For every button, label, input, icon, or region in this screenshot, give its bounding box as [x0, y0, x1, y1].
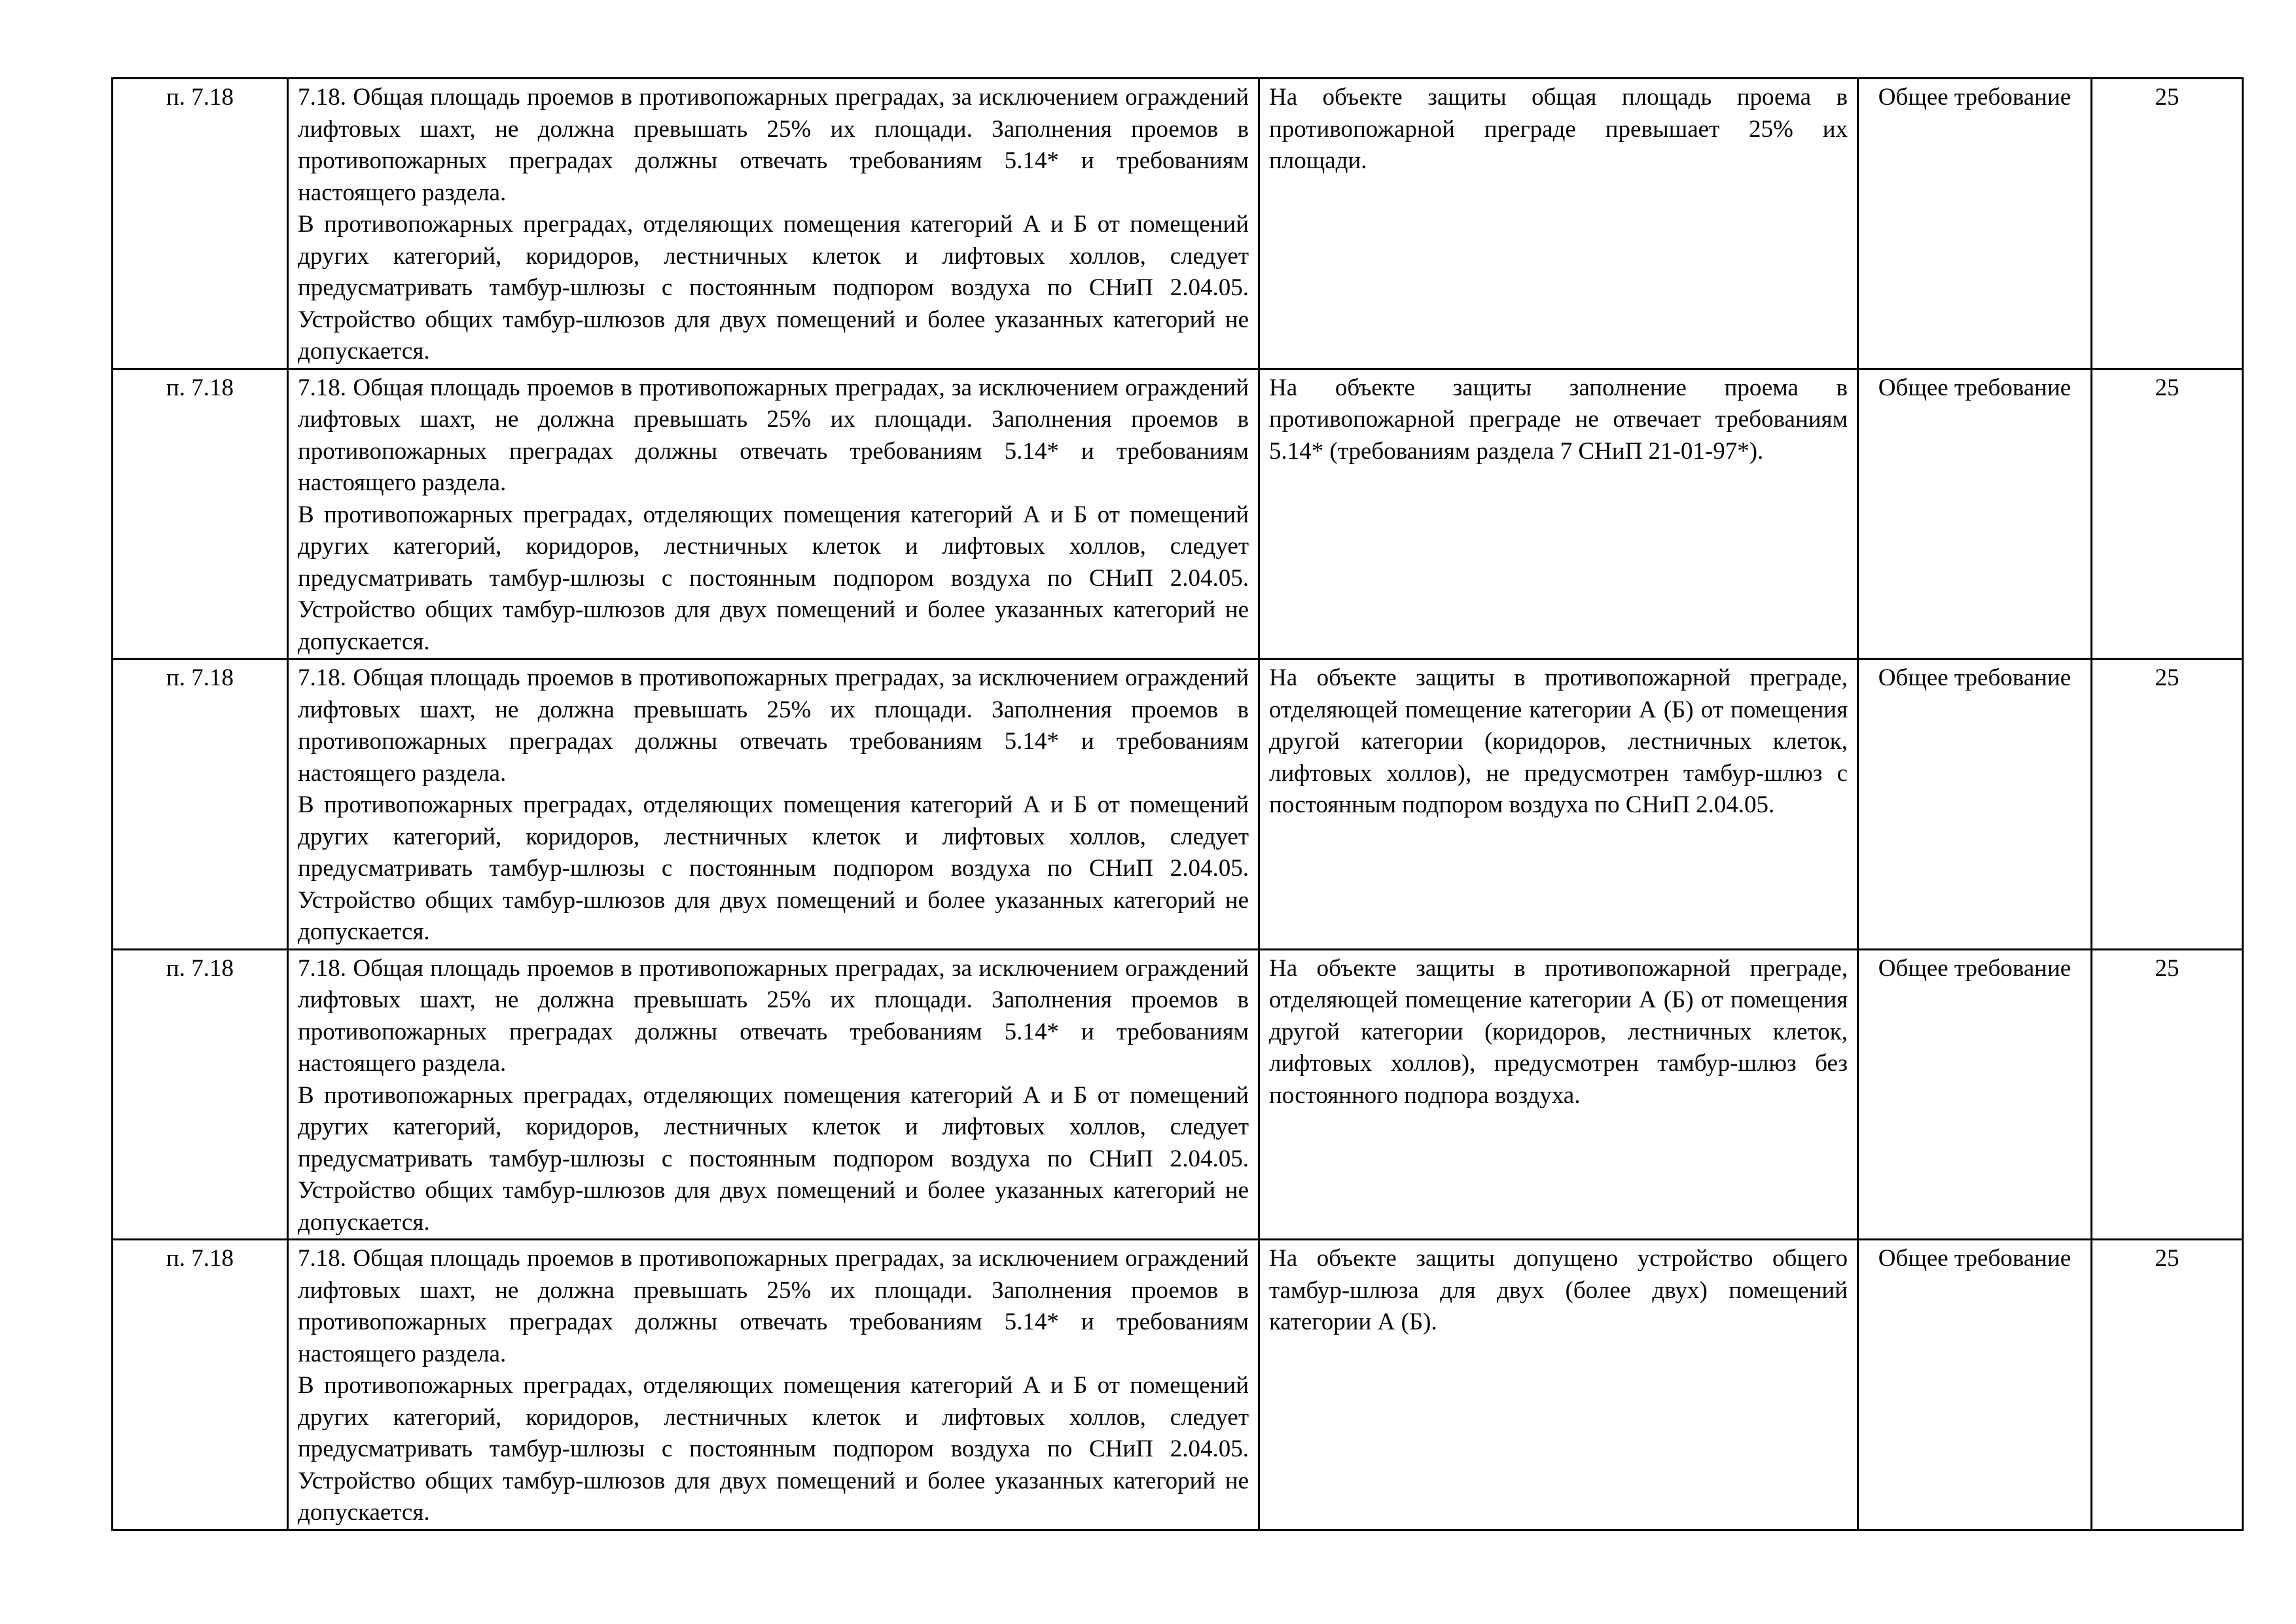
table-row [113, 369, 2243, 659]
clause-cell: п. 7.18 [113, 1240, 288, 1530]
requirement-paragraph: 7.18. Общая площадь проемов в противопожарных преградах, за исключением ограждений лифтовых шахт, не должна превышать 25% их площади. Заполнения проемов в противопожарных преградах должны отвечать требованиям 5.14* и требованиям настоящего раздела. [298, 1245, 1249, 1367]
requirement-type-cell: Общее требование [1858, 1240, 2092, 1530]
violation-cell: На объекте защиты в противопожарной преграде, отделяющей помещение категории А (Б) от помещения другой категории (коридоров, лестничных клеток, лифтовых холлов), не предусмотрен тамбур-шлюз с постоянным подпором воздуха по СНиП 2.04.05. [1259, 659, 1858, 950]
value-cell: 25 [2092, 79, 2243, 369]
table-row [113, 1240, 2243, 1530]
table-row [113, 949, 2243, 1240]
violation-cell: На объекте защиты общая площадь проема в противопожарной преграде превышает 25% их площади. [1259, 79, 1858, 369]
value-cell: 25 [2092, 369, 2243, 659]
clause-cell: п. 7.18 [113, 369, 288, 659]
requirement-type-cell: Общее требование [1858, 79, 2092, 369]
clause-cell: п. 7.18 [113, 659, 288, 950]
clause-cell: п. 7.18 [113, 79, 288, 369]
violation-cell: На объекте защиты в противопожарной преграде, отделяющей помещение категории А (Б) от помещения другой категории (коридоров, лестничных клеток, лифтовых холлов), предусмотрен тамбур-шлюз без постоянного подпора воздуха. [1259, 949, 1858, 1240]
requirement-type-cell: Общее требование [1858, 659, 2092, 950]
requirement-cell [288, 1240, 1259, 1530]
clause-cell: п. 7.18 [113, 949, 288, 1240]
requirement-paragraph: В противопожарных преградах, отделяющих помещения категорий А и Б от помещений других категорий, коридоров, лестничных клеток и лифтовых холлов, следует предусматривать тамбур-шлюзы с постоянным подпором воздуха по СНиП 2.04.05. Устройство общих тамбур-шлюзов для двух помещений и более указанных категорий не допускается. [298, 211, 1249, 365]
requirement-type-cell: Общее требование [1858, 949, 2092, 1240]
requirement-paragraph: 7.18. Общая площадь проемов в противопожарных преградах, за исключением ограждений лифтовых шахт, не должна превышать 25% их площади. Заполнения проемов в противопожарных преградах должны отвечать требованиям 5.14* и требованиям настоящего раздела. [298, 84, 1249, 206]
requirements-table [111, 77, 2244, 1531]
value-cell: 25 [2092, 949, 2243, 1240]
value-cell: 25 [2092, 659, 2243, 950]
requirement-paragraph: 7.18. Общая площадь проемов в противопожарных преградах, за исключением ограждений лифтовых шахт, не должна превышать 25% их площади. Заполнения проемов в противопожарных преградах должны отвечать требованиям 5.14* и требованиям настоящего раздела. [298, 664, 1249, 787]
requirement-paragraph: 7.18. Общая площадь проемов в противопожарных преградах, за исключением ограждений лифтовых шахт, не должна превышать 25% их площади. Заполнения проемов в противопожарных преградах должны отвечать требованиям 5.14* и требованиям настоящего раздела. [298, 374, 1249, 496]
table-row [113, 79, 2243, 369]
requirement-cell [288, 369, 1259, 659]
requirement-paragraph: В противопожарных преградах, отделяющих помещения категорий А и Б от помещений других категорий, коридоров, лестничных клеток и лифтовых холлов, следует предусматривать тамбур-шлюзы с постоянным подпором воздуха по СНиП 2.04.05. Устройство общих тамбур-шлюзов для двух помещений и более указанных категорий не допускается. [298, 1372, 1249, 1526]
violation-cell: На объекте защиты допущено устройство общего тамбур-шлюза для двух (более двух) помещений категории А (Б). [1259, 1240, 1858, 1530]
table-row [113, 659, 2243, 950]
value-cell: 25 [2092, 1240, 2243, 1530]
requirement-cell [288, 79, 1259, 369]
requirement-paragraph: В противопожарных преградах, отделяющих помещения категорий А и Б от помещений других категорий, коридоров, лестничных клеток и лифтовых холлов, следует предусматривать тамбур-шлюзы с постоянным подпором воздуха по СНиП 2.04.05. Устройство общих тамбур-шлюзов для двух помещений и более указанных категорий не допускается. [298, 1081, 1249, 1236]
requirement-cell [288, 659, 1259, 950]
document-page [111, 77, 2242, 1531]
requirement-cell [288, 949, 1259, 1240]
requirement-paragraph: В противопожарных преградах, отделяющих помещения категорий А и Б от помещений других категорий, коридоров, лестничных клеток и лифтовых холлов, следует предусматривать тамбур-шлюзы с постоянным подпором воздуха по СНиП 2.04.05. Устройство общих тамбур-шлюзов для двух помещений и более указанных категорий не допускается. [298, 791, 1249, 945]
violation-cell: На объекте защиты заполнение проема в противопожарной преграде не отвечает требованиям 5.14* (требованиям раздела 7 СНиП 21-01-97*). [1259, 369, 1858, 659]
requirement-paragraph: В противопожарных преградах, отделяющих помещения категорий А и Б от помещений других категорий, коридоров, лестничных клеток и лифтовых холлов, следует предусматривать тамбур-шлюзы с постоянным подпором воздуха по СНиП 2.04.05. Устройство общих тамбур-шлюзов для двух помещений и более указанных категорий не допускается. [298, 501, 1249, 655]
requirement-paragraph: 7.18. Общая площадь проемов в противопожарных преградах, за исключением ограждений лифтовых шахт, не должна превышать 25% их площади. Заполнения проемов в противопожарных преградах должны отвечать требованиям 5.14* и требованиям настоящего раздела. [298, 954, 1249, 1077]
requirement-type-cell: Общее требование [1858, 369, 2092, 659]
